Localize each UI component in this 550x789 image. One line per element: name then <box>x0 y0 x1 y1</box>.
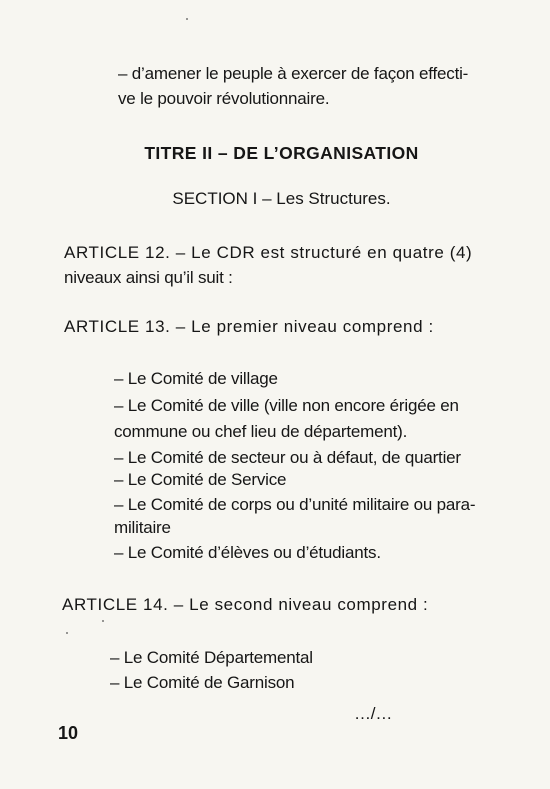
article-14-line: ARTICLE 14. – Le second niveau comprend : <box>62 595 429 614</box>
paper-speck <box>102 620 104 622</box>
paragraph-line: ve le pouvoir révolutionnaire. <box>118 89 330 108</box>
page-number: 10 <box>58 723 79 743</box>
list-item: – Le Comité d’élèves ou d’étudiants. <box>114 543 381 562</box>
title-heading: TITRE II – DE L’ORGANISATION <box>144 143 419 163</box>
list-item: – Le Comité de village <box>114 369 278 388</box>
paper-speck <box>186 18 188 20</box>
list-item: – Le Comité de Service <box>114 470 287 489</box>
article-12-line-2: niveaux ainsi qu’il suit : <box>64 268 233 287</box>
list-item: – Le Comité de corps ou d’unité militaire ou para- <box>114 495 476 514</box>
paper-speck <box>66 632 68 634</box>
list-item: – Le Comité Départemental <box>110 648 313 667</box>
paragraph-line: – d’amener le peuple à exercer de façon effecti- <box>118 64 469 83</box>
list-item-continuation: commune ou chef lieu de département). <box>114 422 408 441</box>
section-heading: SECTION I – Les Structures. <box>172 189 391 208</box>
article-13-line: ARTICLE 13. – Le premier niveau comprend : <box>64 317 434 336</box>
article-12-line-1: ARTICLE 12. – Le CDR est structuré en quatre (4) <box>64 243 473 262</box>
list-item: – Le Comité de secteur ou à défaut, de quartier <box>114 448 461 467</box>
list-item-continuation: militaire <box>114 518 171 537</box>
list-item: – Le Comité de Garnison <box>110 673 295 692</box>
continuation-mark: …/… <box>354 704 393 723</box>
list-item: – Le Comité de ville (ville non encore érigée en <box>114 396 459 415</box>
